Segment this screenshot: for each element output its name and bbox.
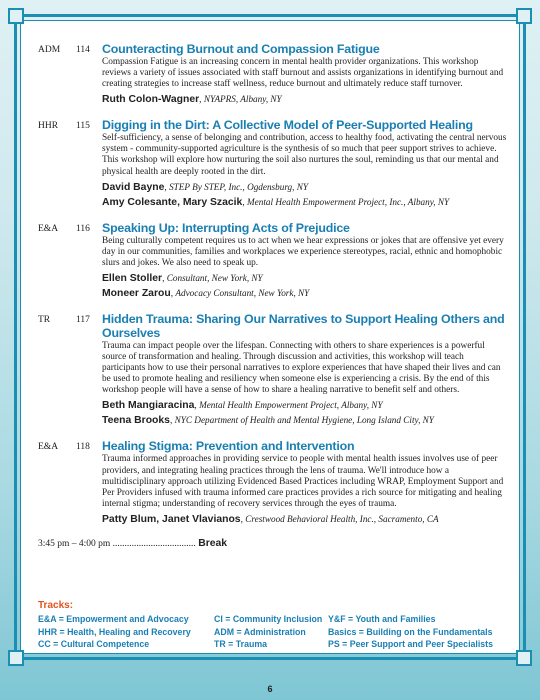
session-code [38,118,102,209]
break-time: 3:45 pm – 4:00 pm ................................... [38,538,196,549]
presenter-affiliation: STEP By STEP, Inc., Ogdensburg, NY [169,181,308,192]
presenter-line [102,271,508,286]
corner-ornament [516,8,532,24]
session-list [38,42,508,549]
session-track: E&A [38,223,59,234]
presenter-line [102,398,508,413]
presenter-separator: , [169,416,175,427]
presenter-name: Moneer Zarou [102,287,171,299]
track-legend-item: Y&F = Youth and Families [328,614,436,624]
session-track: ADM [38,45,61,55]
session-entry [38,312,508,428]
presenter-name: Ellen Stoller [102,272,163,284]
track-legend-item: TR = Trauma [214,639,268,649]
presenter-name: Ruth Colon-Wagner [102,94,200,106]
presenter-line [102,413,508,428]
presenter-name: David Bayne [102,181,165,193]
presenter-line [102,92,508,107]
presenter-line [102,195,508,210]
session-number: 114 [76,45,90,55]
session-code [38,42,102,107]
presenter-affiliation: Advocacy Consultant, New York, NY [175,287,310,298]
presenter-line [102,286,508,301]
presenter-name: Amy Colesante, Mary Szacik [102,196,243,208]
corner-ornament [8,650,24,666]
tracks-heading: Tracks: [38,600,74,611]
session-track: TR [38,314,51,325]
presenter-affiliation: Mental Health Empowerment Project, Inc., Albany, NY [247,196,450,207]
presenter-separator: , [170,288,176,299]
session-entry [38,439,508,526]
session-track: HHR [38,121,59,132]
presenter-separator: , [164,182,170,193]
presenter-separator: , [199,95,204,106]
track-legend-item: CI = Community Inclusion [214,614,323,624]
session-title: Speaking Up: Interrupting Acts of Prejudice [102,220,350,235]
session-entry [38,42,508,107]
session-description: Self-sufficiency, a sense of belonging and contribution, access to healthy food, activating the central nervous system - community-supported agriculture is the synthesis of so much that peer support strives to achieve. This workshop will explore how nurturing the soil also nurtures the soul, reminding us that our mental and physical health are deeply rooted in the dirt. [102,133,507,177]
presenter-line [102,512,508,527]
session-entry [38,221,508,301]
track-legend-item: HHR = Health, Healing and Recovery [38,626,191,637]
presenter-affiliation: NYAPRS, Albany, NY [203,94,282,105]
presenter-name: Teena Brooks [102,415,170,427]
session-code [38,221,102,301]
track-legend-item: PS = Peer Support and Peer Specialists [328,639,494,649]
tracks-legend [38,600,508,651]
session-code [38,439,102,526]
session-description: Trauma informed approaches in providing service to people with mental health issues involves use of peer providers, and integrating healing practices through the lens of trauma. We'll introduce how a multidisciplinary approach utilizing Evidenced Based Practices including WRAP, Employment Support and Per Providers infused with trauma informed care practices provides a rich source for mitigating and healing internal stigma; understanding of recovery services through the eyes of trauma. [102,454,504,509]
break-line [38,538,508,549]
presenter-name: Patty Blum, Janet Vlavianos [102,513,241,525]
page-number: 6 [267,684,273,694]
session-title: Hidden Trauma: Sharing Our Narratives to Support Healing Others and Ourselves [102,311,505,340]
presenter-affiliation: Crestwood Behavioral Health, Inc., Sacramento, CA [245,513,439,524]
presenter-affiliation: Consultant, New York, NY [166,272,263,283]
session-number: 115 [76,121,90,132]
session-number: 117 [76,314,90,325]
track-legend-item: Basics = Building on the Fundamentals [328,626,493,637]
presenter-separator: , [240,514,246,525]
session-entry [38,118,508,209]
track-legend-item: E&A = Empowerment and Advocacy [38,614,189,624]
corner-ornament [516,650,532,666]
presenter-name: Beth Mangiaracina [102,400,195,412]
session-description: Compassion Fatigue is an increasing concern in mental health provider organizations. This workshop reviews a variety of issues associated with staff burnout and assists organizations in identifying burnout and creating strategies to increase staff wellness, reduce burnout and ultimately reduce staff turnover. [102,57,504,90]
track-legend-item: CC = Cultural Competence [38,639,150,649]
session-number: 116 [76,223,90,234]
track-legend-item: ADM = Administration [214,626,306,637]
break-label: Break [198,537,228,549]
session-title: Healing Stigma: Prevention and Intervention [102,439,355,454]
presenter-affiliation: Mental Health Empowerment Project, Albany, NY [199,400,383,411]
session-description: Being culturally competent requires us to act when we hear expressions or jokes that are offensive yet every day in our communities, families and workplaces we experience stereotypes, racial, ethnic and homophobic slurs and jokes. We also need to speak up. [102,235,504,268]
presenter-separator: , [162,273,167,284]
presenter-line [102,180,508,195]
session-track: E&A [38,442,59,453]
session-description: Trauma can impact people over the lifespan. Connecting with others to share experiences is a powerful source of transformation and healing. Through discussion and activities, this workshop will teach participants how to use their personal narratives to explore experiences that have shaped their lives and can be used to promote healing and resiliency when someone else is experiencing a crisis. By the end of this workshop people will have a sense of how to share a healing narrative to benefit self and others. [102,340,501,396]
session-number: 118 [76,442,90,453]
presenter-separator: , [194,401,200,412]
session-code [38,312,102,428]
session-title: Counteracting Burnout and Compassion Fatigue [102,42,380,56]
presenter-affiliation: NYC Department of Health and Mental Hygiene, Long Island City, NY [174,415,434,426]
presenter-separator: , [242,197,248,208]
corner-ornament [8,8,24,24]
session-title: Digging in the Dirt: A Collective Model of Peer-Supported Healing [102,118,473,133]
